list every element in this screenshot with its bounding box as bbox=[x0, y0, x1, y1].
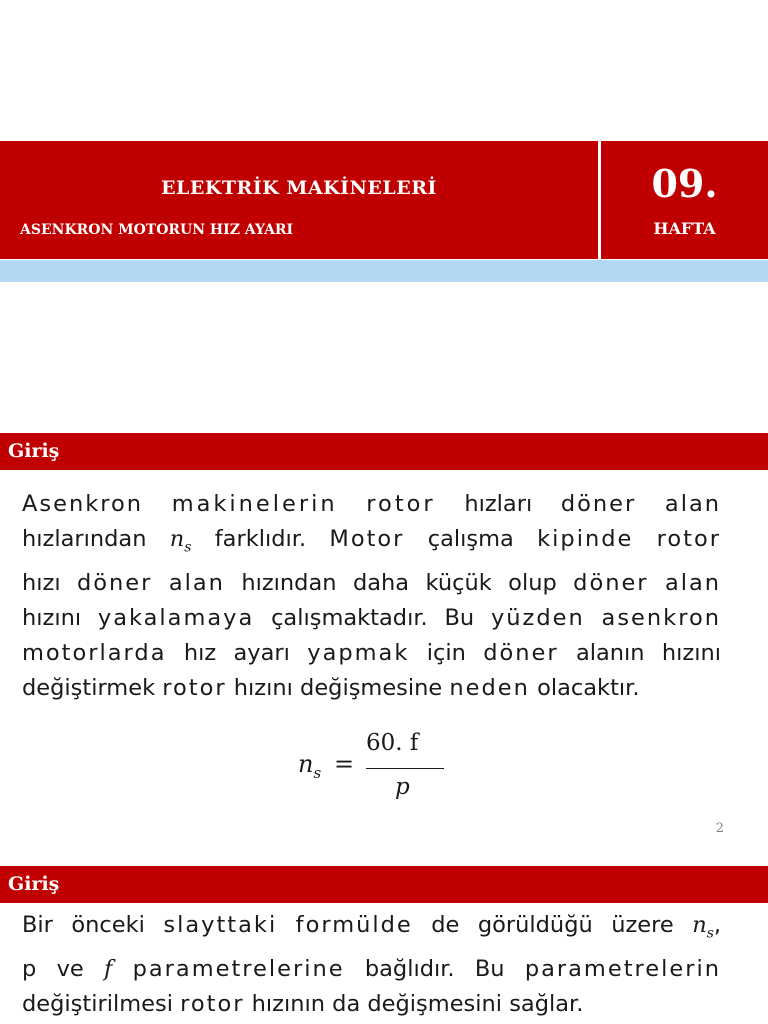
course-title: ELEKTRİK MAKİNELERİ bbox=[161, 177, 437, 199]
slide-header bbox=[0, 141, 768, 259]
week-label: HAFTA bbox=[653, 219, 716, 238]
page-number: 2 bbox=[715, 821, 724, 836]
formula-numerator: 60. f bbox=[366, 730, 419, 756]
topic-subtitle: ASENKRON MOTORUN HIZ AYARI bbox=[20, 222, 294, 238]
paragraph-line: değiştirmek rotor hızını değişmesine neden olacaktır. bbox=[22, 674, 640, 701]
formula-denominator: p bbox=[395, 774, 410, 800]
synchronous-speed-formula bbox=[298, 730, 458, 806]
paragraph-line: hızını yakalamaya çalışmaktadır. Bu yüzden asenkron bbox=[22, 604, 721, 631]
intro-paragraph bbox=[22, 487, 721, 706]
header-accent-band bbox=[0, 260, 768, 282]
math-symbol: $n_s$, bbox=[692, 912, 722, 942]
next-slide-paragraph bbox=[22, 908, 721, 1022]
paragraph-line: Bir önceki slayttaki formülde de görüldüğü üzere $n_s$, bbox=[22, 912, 722, 942]
paragraph-line: hızlarından $n_s$ farklıdır. Motor çalışma kipinde rotor bbox=[22, 526, 721, 556]
paragraph-line: motorlarda hız ayarı yapmak için döner alanın hızını bbox=[22, 639, 721, 666]
week-number: 09. bbox=[651, 161, 718, 206]
formula-equals: = bbox=[334, 750, 355, 778]
paragraph-line: Asenkron makinelerin rotor hızları döner alan bbox=[22, 491, 722, 517]
section-heading: Giriş bbox=[8, 873, 60, 895]
section-heading-bar bbox=[0, 433, 768, 470]
math-symbol: $n_s$ bbox=[169, 526, 192, 556]
header-title-area bbox=[0, 141, 598, 259]
formula-lhs: $n_s$ bbox=[298, 750, 322, 782]
section-heading: Giriş bbox=[8, 440, 60, 462]
week-box bbox=[601, 141, 768, 259]
math-symbol: f bbox=[104, 955, 113, 982]
paragraph-line: değiştirilmesi rotor hızının da değişmesini sağlar. bbox=[22, 990, 584, 1017]
paragraph-line: hızı döner alan hızından daha küçük olup döner alan bbox=[22, 569, 722, 596]
paragraph-line: p ve f parametrelerine bağlıdır. Bu parametrelerin bbox=[22, 955, 721, 982]
section-heading-bar bbox=[0, 866, 768, 903]
fraction-bar bbox=[366, 768, 444, 769]
